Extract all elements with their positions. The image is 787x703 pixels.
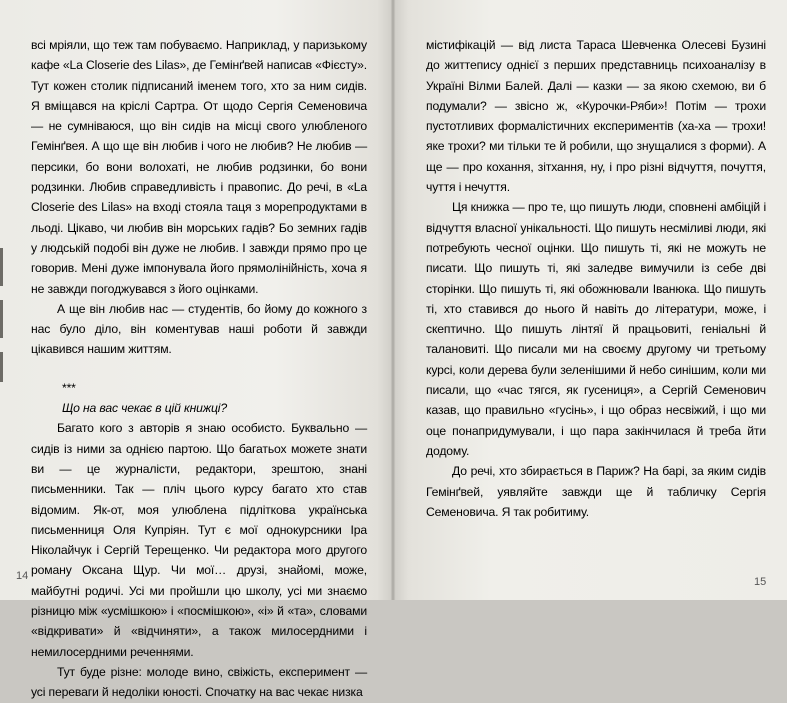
paragraph: А ще він любив нас — студентів, бо йому до кожного з нас було діло, він коментував наші роботи й завжди цікавився нашим життям. bbox=[31, 301, 367, 357]
page-number-left: 14 bbox=[16, 570, 29, 582]
book-gutter bbox=[390, 0, 396, 600]
section-separator: *** bbox=[62, 380, 76, 395]
page-edge-mark bbox=[0, 300, 3, 338]
page-edge-mark bbox=[0, 248, 3, 286]
section-heading: Що на вас чекає в цій книжці? bbox=[62, 401, 227, 416]
right-page-text bbox=[426, 35, 766, 522]
paragraph: Тут буде різне: молоде вино, свіжість, експеримент — усі переваги й недоліки юності. Спочатку на вас чекає низка bbox=[31, 664, 367, 700]
page-edge-mark bbox=[0, 352, 3, 382]
left-page-text bbox=[31, 35, 367, 703]
page-number-right: 15 bbox=[754, 576, 767, 588]
paragraph: Ця книжка — про те, що пишуть люди, сповнені амбіцій і відчуття власної унікальності. Що пишуть несміливі люди, які потребують чесної оцінки. Що пишуть ті, які не можуть не писати. Що пишуть ті, які заледве вимучили із себе дві сторінки. Що пишуть ті, які обожнювали Іванюка. Що пишуть ті, хто ставився до нього й навіть до літератури, може, і скептично. Що пишуть лінтяї й працьовиті, геніальні й талановиті. Що писали ми на своєму другому чи третьому курсі, коли дерева були зеленішими й небо синішим, коли ми писали, що «час тягся, як гусениця», а Сергій Семенович казав, що правильно «гусінь», і що образ несвіжий, і що ми оце понапридумували, і що пара закінчилася й треба йти додому. bbox=[426, 200, 766, 458]
paragraph: До речі, хто збирається в Париж? На барі, за яким сидів Гемінґвей, уявляйте завжди ще й табличку Сергія Семеновича. Я так робитиму. bbox=[426, 464, 766, 519]
paragraph: Багато кого з авторів я знаю особисто. Буквально — сидів із ними за однією партою. Що багатьох можете знати ви — це журналісти, редактори, зрештою, знані письменники. Так — пліч цього курсу багато хто став відомим. Як-от, моя улюблена підліткова українська письменниця Оля Купріян. Тут є мої однокурсники Іра Ніколайчук і Сергій Терещенко. Чи редактора мого другого роману Оксана Щур. Чи мої… друзі, знайомі, може, майбутні родичі. Усі ми пройшли цю школу, усі ми знаємо різницю між «усмішкою» і «посмішкою», «і» й «та», словами «відкривати» й «відчиняти», а також милосердними і немилосердними реченнями. bbox=[31, 421, 367, 659]
paragraph: всі мріяли, що теж там побуваємо. Наприклад, у паризькому кафе «La Closerie des Lilas», де Гемінґвей написав «Фієсту». Тут кожен столик підписаний іменем того, хто за ним сидів. Я вміщався на кріслі Сартра. От щодо Сергія Семеновича — не сумніваюся, що він сидів на місці свого улюбленого Гемінґвея. А що ще він любив і чого не любив? Не любив — персики, бо вони волохаті, не любив родзинки, бо вони родзинки. Любив справедливість і правопис. До речі, в «La Closerie des Lilas» на вході стояла таця з морепродуктами в льоді. Цікаво, чи любив він морських гадів? Бо земних гадів у людській подобі він дуже не любив. І завжди прямо про це говорив. Мені дуже імпонувала його прямолінійність, хоча я не завжди погоджувався з його оцінками. bbox=[31, 38, 367, 296]
paragraph: містифікацій — від листа Тараса Шевченка Олесеві Бузині до життепису однієї з перших представниць психоаналізу в Україні Вілми Балей. Далі — казки — за якою схемою, ви б подумали? — звісно ж, «Курочки-Ряби»! Потім — трохи пустотливих формалістичних експериментів (ха-ха — трохи! яке трохи? ми тільки те й робили, що знущалися з форми). А ще — про кохання, зітхання, ну, і про різні відчуття, почуття, чуття і нечуття. bbox=[426, 38, 766, 195]
